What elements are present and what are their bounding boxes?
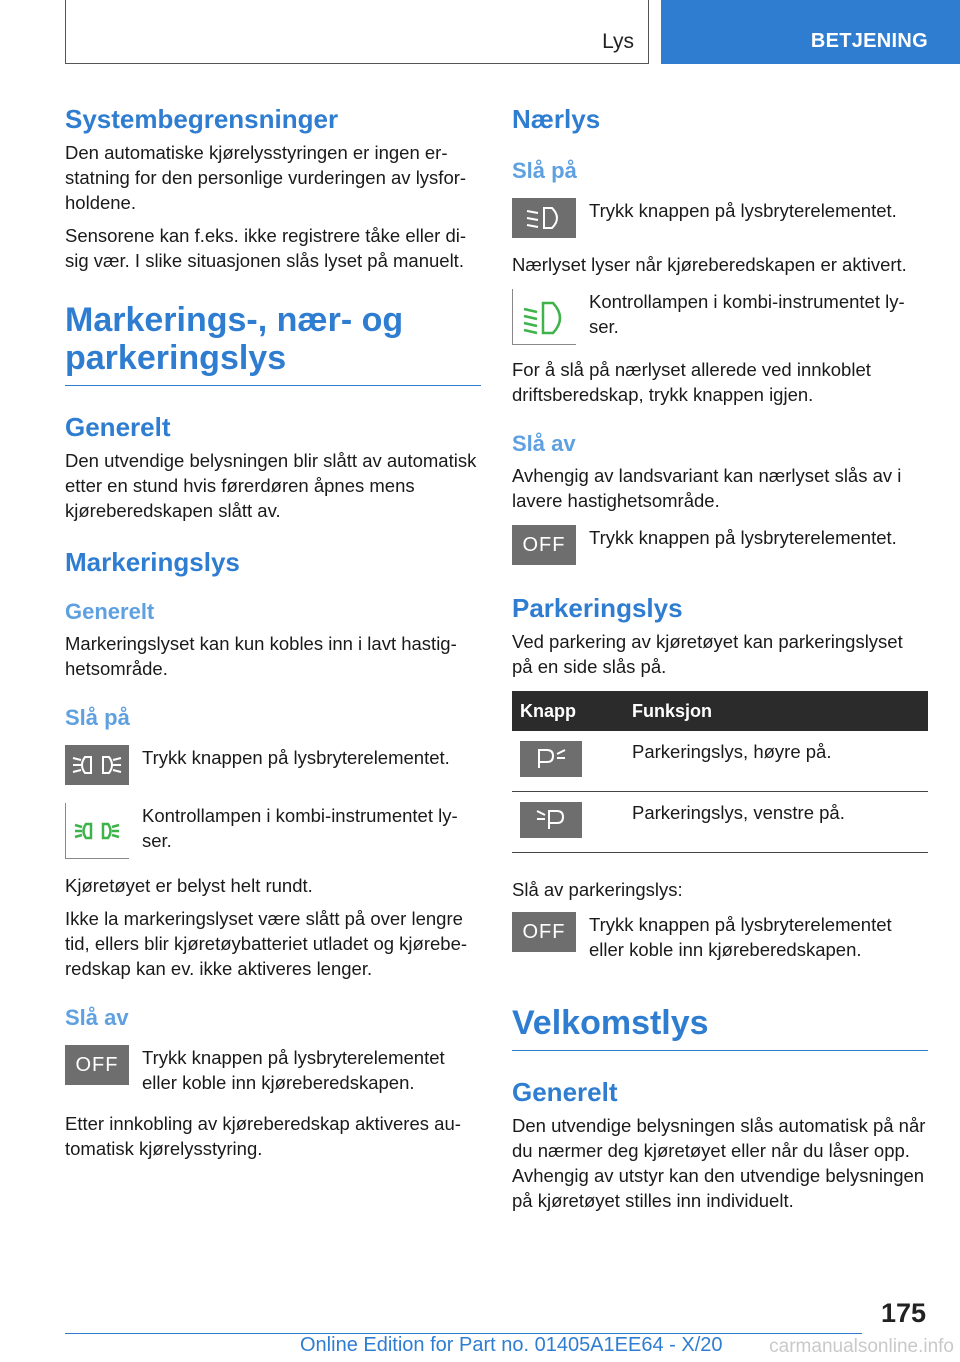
naerlys-igjen-text: For å slå på nærlyset allerede ved innkoblet driftsberedskap, trykk knappen igjen.	[512, 359, 871, 405]
velkomstlys-chapter-title: Velkomstlys	[512, 1004, 928, 1051]
naerlys-sla-av-text-2: Trykk knappen på lysbryterelementet.	[589, 527, 897, 548]
markeringslys-lamp-row	[65, 803, 481, 859]
markeringslys-sla-av-text: Trykk knappen på lysbryterelementet eller koble inn kjøreberedskapen.	[142, 1047, 445, 1093]
table-header-knapp: Knapp	[512, 691, 632, 731]
naerlys-sla-av-text-1: Avhengig av landsvariant kan nærlyset slås av i lavere hastighetsområde.	[512, 465, 902, 511]
systembegrensninger-heading: Systembegrensninger	[65, 104, 339, 134]
side-light-button-icon	[65, 745, 129, 785]
systembegrensninger-text-1: Den automatiske kjørelysstyringen er ingen erstatning for den personlige vurderingen av lysforholdene.	[65, 142, 467, 213]
parkeringslys-text: Ved parkering av kjøretøyet kan parkeringslyset på en side slås på.	[512, 631, 903, 677]
naerlys-off-row	[512, 525, 928, 565]
right-column	[512, 100, 928, 1213]
markeringslys-button-row	[65, 745, 481, 785]
watermark-text: carmanualsonline.info	[769, 1336, 954, 1357]
systembegrensninger-text-2: Sensorene kan f.eks. ikke registrere tåke eller disig vær. I slike situasjonen slås lyset på manuelt.	[65, 225, 467, 271]
off-button-icon	[512, 525, 576, 565]
markeringslys-lamp-text: Kontrollampen i kombi-instrumentet lyser.	[142, 805, 458, 851]
markeringslys-after-text: Etter innkobling av kjøreberedskap aktiveres automatisk kjørelysstyring.	[65, 1113, 461, 1159]
parking-light-table	[512, 691, 928, 853]
naerlys-lyser-text: Nærlyset lyser når kjøreberedskapen er aktivert.	[512, 254, 907, 275]
off-button-icon	[512, 912, 576, 952]
naerlys-lamp-text: Kontrollampen i kombi-instrumentet lyser.	[589, 291, 905, 337]
side-light-indicator-icon	[65, 803, 129, 859]
parkeringslys-heading: Parkeringslys	[512, 593, 683, 623]
header-tab-betjening: BETJENING	[661, 0, 960, 64]
naerlys-sla-av-heading: Slå av	[512, 431, 576, 456]
table-cell-knapp	[512, 792, 632, 853]
off-button-label: OFF	[522, 920, 566, 943]
header-section-label: Lys	[602, 30, 634, 53]
chapter-title: Markerings-, nær- og parkeringslys	[65, 301, 481, 386]
off-button-icon	[65, 1045, 129, 1085]
markeringslys-heading: Markeringslys	[65, 547, 240, 577]
markeringslys-generelt-text: Markeringslyset kan kun kobles inn i lavt hastighetsområde.	[65, 633, 457, 679]
table-cell-function: Parkeringslys, høyre på.	[632, 731, 928, 792]
velkomstlys-generelt-heading: Generelt	[512, 1077, 618, 1107]
header-box	[65, 0, 649, 64]
table-row	[512, 792, 928, 853]
naerlys-heading: Nærlys	[512, 104, 601, 134]
parkeringslys-off-instruction: Trykk knappen på lysbryterelementet eller koble inn kjøreberedskapen.	[589, 914, 892, 960]
markeringslys-rundt-text: Kjøretøyet er belyst helt rundt.	[65, 875, 313, 896]
naerlys-button-row	[512, 198, 928, 238]
parking-light-right-icon	[520, 741, 582, 777]
table-row	[512, 731, 928, 792]
markeringslys-sla-pa-text: Trykk knappen på lysbryterelementet.	[142, 747, 450, 768]
off-button-label: OFF	[75, 1053, 119, 1076]
table-cell-function: Parkeringslys, venstre på.	[632, 792, 928, 853]
page-number: 175	[880, 1298, 926, 1328]
low-beam-button-icon	[512, 198, 576, 238]
left-column	[65, 100, 481, 1161]
velkomstlys-generelt-text: Den utvendige belysningen slås automatisk på når du nærmer deg kjøretøyet eller når du låser opp. Avhengig av utstyr kan den utvendige belysningen på kjøretøyet stilles inn individuelt.	[512, 1115, 926, 1211]
edition-text: Online Edition for Part no. 01405A1EE64 - X/20	[300, 1334, 723, 1356]
markeringslys-warning-text: Ikke la markeringslyset være slått på over lengre tid, ellers blir kjøretøybatteriet utladet og kjøreberedskap kan ev. ikke aktiveres lenger.	[65, 908, 468, 979]
markeringslys-sla-pa-heading: Slå på	[65, 705, 130, 730]
naerlys-lamp-row	[512, 289, 928, 345]
parkeringslys-off-row	[512, 912, 928, 962]
parking-light-left-icon	[520, 802, 582, 838]
parkeringslys-off-text: Slå av parkeringslys:	[512, 879, 683, 900]
generelt-text: Den utvendige belysningen blir slått av automatisk etter en stund hvis førerdøren åpnes mens kjøreberedskapen slått av.	[65, 450, 477, 521]
markeringslys-off-row	[65, 1045, 481, 1095]
off-button-label: OFF	[522, 533, 566, 556]
low-beam-indicator-icon	[512, 289, 576, 345]
markeringslys-sla-av-heading: Slå av	[65, 1005, 129, 1030]
markeringslys-generelt-heading: Generelt	[65, 599, 155, 624]
table-cell-knapp	[512, 731, 632, 792]
naerlys-sla-pa-heading: Slå på	[512, 158, 577, 183]
table-header-funksjon: Funksjon	[632, 691, 928, 731]
naerlys-sla-pa-text: Trykk knappen på lysbryterelementet.	[589, 200, 897, 221]
generelt-heading: Generelt	[65, 412, 171, 442]
